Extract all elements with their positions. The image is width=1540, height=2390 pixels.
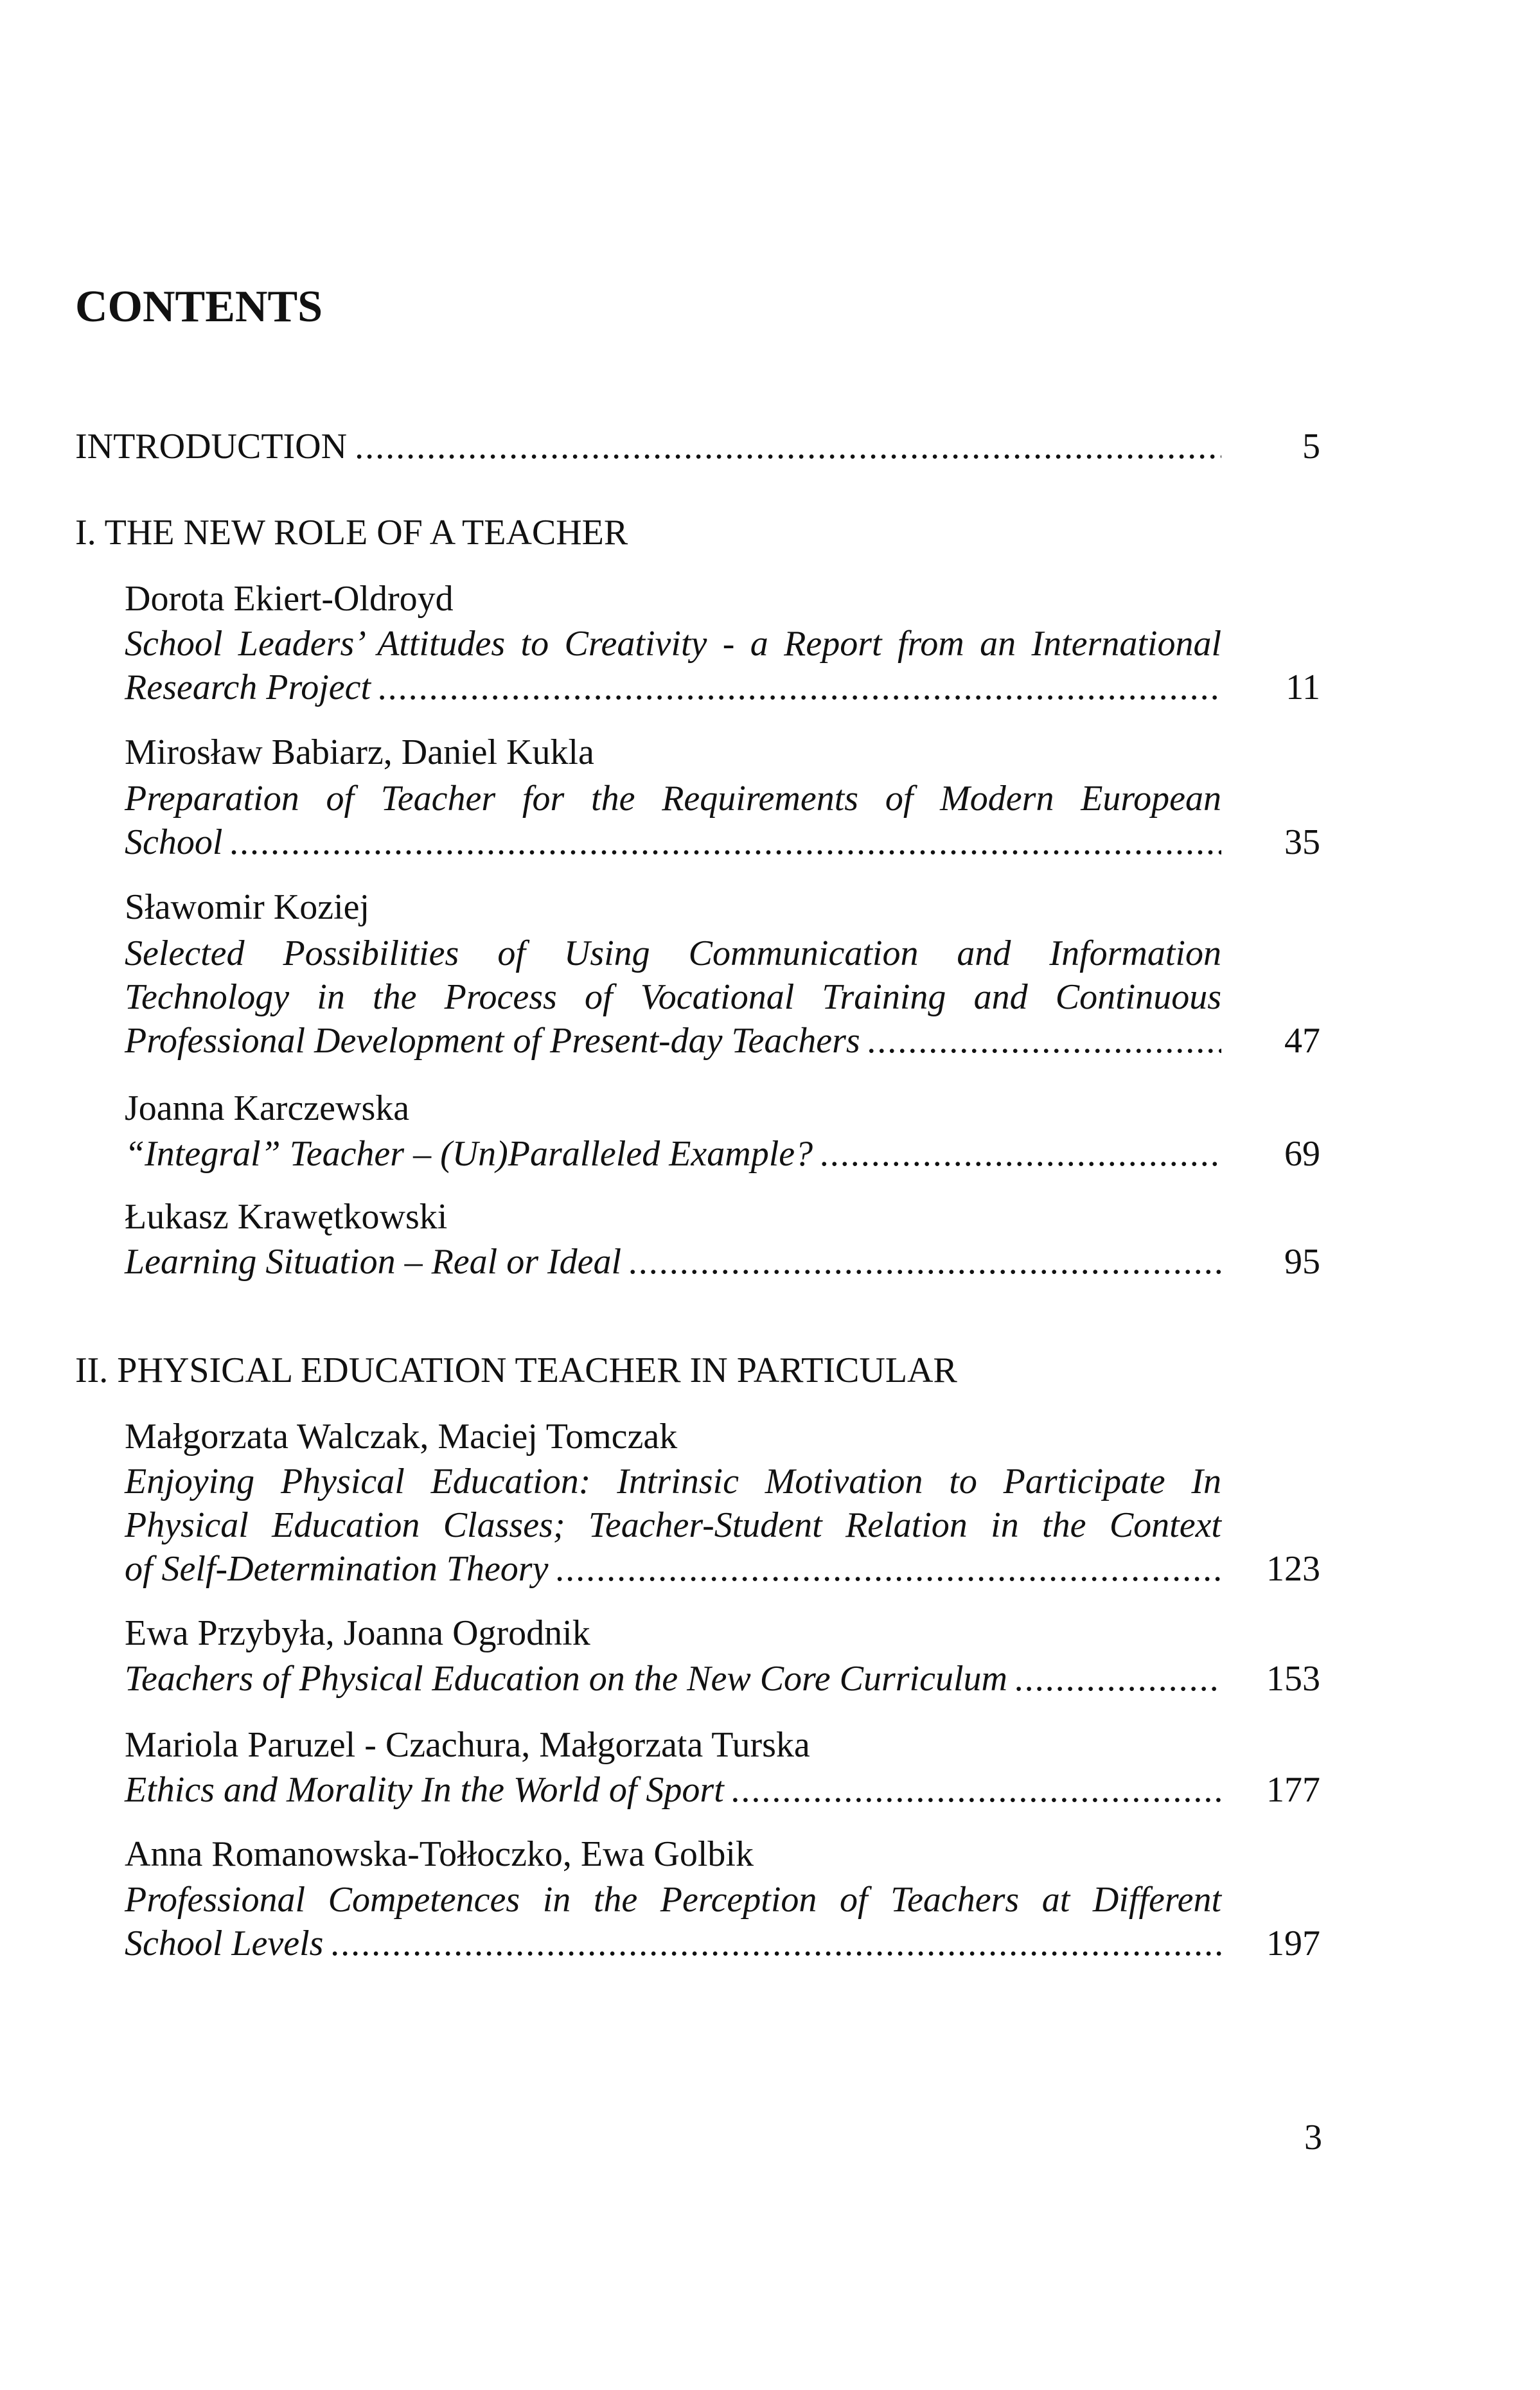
entry-authors: Anna Romanowska-Tołłoczko, Ewa Golbik xyxy=(125,1834,754,1874)
entry-title-last[interactable] xyxy=(125,820,1221,865)
dot-leader xyxy=(331,1921,1221,1966)
entry-title-last[interactable] xyxy=(125,1018,1221,1063)
entry-title: of Self-Determination Theory xyxy=(125,1549,549,1589)
entry-authors: Małgorzata Walczak, Maciej Tomczak xyxy=(125,1417,678,1456)
page-ref: 47 xyxy=(1284,1021,1320,1061)
entry-title-last[interactable] xyxy=(125,1921,1221,1966)
entry-title-last[interactable] xyxy=(125,1656,1221,1701)
entry-title-line: Physical Education Classes; Teacher-Student Relation in the Context xyxy=(125,1505,1221,1545)
page-ref: 153 xyxy=(1266,1659,1320,1699)
section-heading: II. PHYSICAL EDUCATION TEACHER IN PARTICULAR xyxy=(75,1350,957,1390)
entry-authors: Joanna Karczewska xyxy=(125,1088,410,1128)
dot-leader xyxy=(629,1239,1221,1284)
entry-title-line: School Leaders’ Attitudes to Creativity - a Report from an International xyxy=(125,624,1221,664)
dot-leader xyxy=(355,424,1221,469)
entry-title: “Integral” Teacher – (Un)Paralleled Example? xyxy=(125,1134,813,1174)
entry-authors: Mariola Paruzel - Czachura, Małgorzata Turska xyxy=(125,1725,810,1765)
entry-title: Teachers of Physical Education on the New Core Curriculum xyxy=(125,1659,1007,1699)
page-number: 3 xyxy=(1304,2118,1322,2157)
dot-leader xyxy=(868,1018,1221,1063)
entry-title: Professional Development of Present-day Teachers xyxy=(125,1021,860,1061)
entry-title-last[interactable] xyxy=(125,1239,1221,1284)
dot-leader xyxy=(820,1131,1221,1176)
page-ref: 177 xyxy=(1266,1770,1320,1810)
entry-title: Ethics and Morality In the World of Sport xyxy=(125,1770,724,1810)
dot-leader xyxy=(732,1767,1221,1812)
entry-title: INTRODUCTION xyxy=(75,427,348,466)
entry-authors: Sławomir Koziej xyxy=(125,887,370,927)
entry-title-line: Professional Competences in the Perception of Teachers at Different xyxy=(125,1880,1221,1920)
entry-title: School xyxy=(125,822,223,862)
entry-authors: Ewa Przybyła, Joanna Ogrodnik xyxy=(125,1613,590,1653)
entry-authors: Mirosław Babiarz, Daniel Kukla xyxy=(125,732,594,772)
entry-authors: Łukasz Krawętkowski xyxy=(125,1197,448,1237)
entry-title-last[interactable] xyxy=(125,665,1221,710)
entry-title-line: Technology in the Process of Vocational Training and Continuous xyxy=(125,977,1221,1017)
entry-title-line: Enjoying Physical Education: Intrinsic Motivation to Participate In xyxy=(125,1462,1221,1501)
dot-leader xyxy=(556,1546,1221,1591)
toc-entry-introduction[interactable] xyxy=(75,424,1221,469)
entry-title-last[interactable] xyxy=(125,1767,1221,1812)
page-ref: 35 xyxy=(1284,822,1320,862)
page-ref: 197 xyxy=(1266,1924,1320,1963)
page-title: CONTENTS xyxy=(75,282,323,332)
page-ref: 123 xyxy=(1266,1549,1320,1589)
entry-title: Learning Situation – Real or Ideal xyxy=(125,1242,622,1282)
dot-leader xyxy=(1015,1656,1221,1701)
page-ref: 11 xyxy=(1286,668,1320,707)
dot-leader xyxy=(230,820,1221,865)
entry-title: School Levels xyxy=(125,1924,324,1963)
entry-title-line: Selected Possibilities of Using Communication and Information xyxy=(125,934,1221,973)
page-ref: 5 xyxy=(1302,427,1320,466)
entry-authors: Dorota Ekiert-Oldroyd xyxy=(125,579,454,619)
entry-title-line: Preparation of Teacher for the Requirements of Modern European xyxy=(125,779,1221,819)
entry-title-last[interactable] xyxy=(125,1546,1221,1591)
page-ref: 69 xyxy=(1284,1134,1320,1174)
entry-title: Research Project xyxy=(125,668,371,707)
section-heading: I. THE NEW ROLE OF A TEACHER xyxy=(75,513,628,553)
entry-title-last[interactable] xyxy=(125,1131,1221,1176)
page-ref: 95 xyxy=(1284,1242,1320,1282)
dot-leader xyxy=(378,665,1221,710)
